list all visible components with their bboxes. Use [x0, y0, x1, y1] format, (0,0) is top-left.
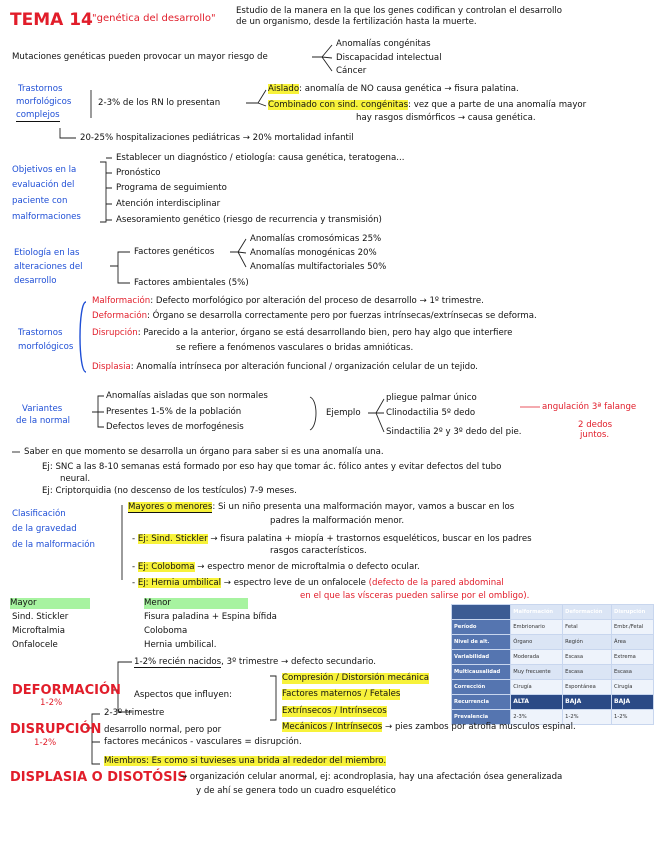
mm-row-mayor: Sind. Stickler — [12, 612, 69, 622]
def-item: Factores maternos / Fetales — [282, 689, 401, 699]
clas-e3-label: Ej: Hernia umbilical — [137, 578, 222, 588]
var-note: angulación 3ª falange — [542, 402, 637, 412]
clas-e1-text: fisura palatina + miopía + trastornos esqueléticos, buscar en los padres — [220, 534, 532, 544]
comparison-table — [451, 604, 654, 725]
var-item: Anomalías aisladas que son normales — [106, 391, 268, 401]
combinado-text-2: hay rasgos dismórficos → causa genética. — [356, 113, 536, 123]
table-cell: Órgano — [511, 635, 563, 650]
mm-row-mayor: Onfalocele — [12, 640, 58, 650]
clas-e2-text: espectro menor de microftalmia o defecto ocular. — [207, 562, 420, 572]
table-row — [452, 695, 654, 710]
table-row — [452, 680, 654, 695]
mut-item: Discapacidad intelectual — [336, 53, 442, 63]
tm-text: : Parecido a la anterior, órgano se está desarrollando bien, pero hay algo que interfiere — [137, 328, 513, 338]
def-title: DEFORMACIÓN — [12, 683, 121, 698]
table-cell: 1-2% — [612, 710, 654, 725]
tmc-pct: 2-3% de los RN lo presentan — [98, 98, 221, 108]
obj-label: malformaciones — [12, 212, 81, 222]
var-label: de la normal — [16, 416, 70, 426]
hosp-text: 20-25% hospitalizaciones pediátricas → 20% mortalidad infantil — [80, 133, 354, 143]
page-subtitle: "genética del desarrollo" — [92, 13, 216, 24]
table-cell: Muy frecuente — [511, 665, 563, 680]
clas-label: Clasificación — [12, 509, 66, 519]
dis-title: DISRUPCIÓN — [10, 722, 102, 737]
page-title: TEMA 14 — [10, 10, 93, 30]
saber-ej1: Ej: SNC a las 8-10 semanas está formado por eso hay que tomar ác. fólico antes y evitar defectos del tubo — [42, 462, 502, 472]
clas-e3-red: (defecto de la pared abdominal — [368, 578, 504, 588]
obj-item: Atención interdisciplinar — [116, 199, 221, 209]
table-cell: ALTA — [511, 695, 563, 710]
var-item: Presentes 1-5% de la población — [106, 407, 242, 417]
intro-line-2: de un organismo, desde la fertilización hasta la muerte. — [236, 17, 477, 27]
def-pct: 1-2% — [40, 698, 63, 708]
clas-e3-text: espectro leve de un onfalocele — [233, 578, 366, 588]
mm-menor: Menor — [144, 598, 248, 609]
clas-e3-red-2: en el que las vísceras pueden salirse por el ombligo). — [300, 591, 530, 601]
intro-line-1: Estudio de la manera en la que los genes codifican y controlan el desarrollo — [236, 6, 562, 16]
obj-item: Establecer un diagnóstico / etiología: causa genética, teratogena... — [116, 153, 405, 163]
table-row — [452, 620, 654, 635]
etio-label: desarrollo — [14, 276, 57, 286]
etio-amb: Factores ambientales (5%) — [134, 278, 249, 288]
tmc-label: Trastornos — [18, 84, 63, 94]
table-cell: Nivel de alt. — [452, 635, 511, 650]
tm-term: Disrupción — [92, 328, 138, 338]
displ-title: DISPLASIA O DISOTÓSIS — [10, 770, 187, 785]
var-note: juntos. — [580, 430, 610, 440]
displ-text-2: y de ahí se genera todo un cuadro esquelético — [196, 786, 396, 796]
table-cell: Cirugía — [511, 680, 563, 695]
var-ex: Sindactilia 2º y 3º dedo del pie. — [386, 427, 522, 437]
obj-label: paciente con — [12, 196, 68, 206]
table-header-row — [452, 605, 654, 620]
table-row — [452, 635, 654, 650]
etio-gen-item: Anomalías multifactoriales 50% — [250, 262, 387, 272]
tm-text: : Órgano se desarrolla correctamente pero por fuerzas intrínsecas/extrínsecas se deforma. — [147, 311, 537, 321]
def-a1b: , 3º trimestre → defecto secundario. — [221, 657, 376, 667]
mm-row-menor: Coloboma — [144, 626, 188, 636]
etio-label: Etiología en las — [14, 248, 80, 258]
etio-label: alteraciones del — [14, 262, 83, 272]
aislado-text: : anomalía de NO causa genética → fisura palatina. — [299, 84, 519, 94]
mut-item: Cáncer — [336, 66, 367, 76]
table-cell: Región — [563, 635, 612, 650]
table-cell: Malformación — [511, 605, 563, 620]
def-item: Extrínsecos / Intrínsecos — [282, 706, 387, 716]
table-cell: Espontánea — [563, 680, 612, 695]
table-cell: Período — [452, 620, 511, 635]
table-cell: Multicausalidad — [452, 665, 511, 680]
saber-line: Saber en que momento se desarrolla un órgano para saber si es una anomalía una. — [24, 447, 384, 457]
clas-head: Mayores o menores — [128, 502, 213, 512]
dis-mem-text: : Es como si tuvieses una brida al rededor del miembro. — [146, 756, 387, 766]
clas-head-text: : Si un niño presenta una malformación mayor, vamos a buscar en los — [212, 502, 515, 512]
table-cell: Escasa — [563, 665, 612, 680]
table-cell: Disrupción — [612, 605, 654, 620]
table-cell: Escasa — [612, 665, 654, 680]
var-ex: Clinodactilia 5º dedo — [386, 408, 476, 418]
var-ejemplo: Ejemplo — [326, 408, 361, 418]
table-cell — [452, 605, 511, 620]
table-cell: Deformación — [563, 605, 612, 620]
dis-t1: 2-3º trimestre — [104, 708, 165, 718]
table-cell: Variabilidad — [452, 650, 511, 665]
mm-mayor: Mayor — [10, 598, 90, 609]
tm-term: Malformación — [92, 296, 151, 306]
mutaciones-text: Mutaciones genéticas pueden provocar un mayor riesgo de — [12, 52, 268, 62]
var-item: Defectos leves de morfogénesis — [106, 422, 244, 432]
clas-label: de la gravedad — [12, 524, 77, 534]
table-cell: Embr./Fetal — [612, 620, 654, 635]
table-cell: 2-3% — [511, 710, 563, 725]
etio-gen: Factores genéticos — [134, 247, 215, 257]
tm-label: morfológicos — [18, 342, 74, 352]
var-note: 2 dedos — [578, 420, 613, 430]
obj-item: Pronóstico — [116, 168, 161, 178]
tmc-label: complejos — [16, 110, 60, 120]
table-cell: Área — [612, 635, 654, 650]
tm-term: Displasia — [92, 362, 131, 372]
table-cell: Moderada — [511, 650, 563, 665]
table-row — [452, 650, 654, 665]
aislado-label: Aislado — [268, 84, 300, 94]
tm-term: Deformación — [92, 311, 148, 321]
mm-row-mayor: Microftalmia — [12, 626, 66, 636]
tm-label: Trastornos — [18, 328, 63, 338]
var-ex: pliegue palmar único — [386, 393, 477, 403]
mm-row-menor: Hernia umbilical. — [144, 640, 217, 650]
table-cell: 1-2% — [563, 710, 612, 725]
def-a1: 1-2% recién nacidos — [134, 657, 222, 667]
mut-item: Anomalías congénitas — [336, 39, 431, 49]
dis-mem: Miembros — [104, 756, 146, 766]
dis-mec-text: pies zambos por atrofia musculos espinal. — [394, 722, 576, 732]
saber-ej2: Ej: Criptorquidia (no descenso de los testículos) 7-9 meses. — [42, 486, 297, 496]
obj-label: Objetivos en la — [12, 165, 77, 175]
mm-row-menor: Fisura paladina + Espina bífida — [144, 612, 277, 622]
tm-text: : Defecto morfológico por alteración del proceso de desarrollo → 1º trimestre. — [150, 296, 484, 306]
dis-mec: Mecánicos / Intrínsecos — [282, 722, 383, 732]
table-cell: Embrionario — [511, 620, 563, 635]
clas-label: de la malformación — [12, 540, 96, 550]
table-cell: BAJA — [612, 695, 654, 710]
clas-e1-label: Ej: Sind. Stickler — [137, 534, 208, 544]
table-row — [452, 665, 654, 680]
saber-ej1b: neural. — [60, 474, 91, 484]
tm-text: : Anomalía intrínseca por alteración funcional / organización celular de un tejido. — [130, 362, 478, 372]
dis-t2: desarrollo normal, pero por — [104, 725, 222, 735]
def-a2: Aspectos que influyen: — [134, 690, 232, 700]
combinado-label: Combinado con sind. congénitas — [268, 100, 409, 110]
clas-e1-text-2: rasgos característicos. — [270, 546, 367, 556]
table-cell: Fetal — [563, 620, 612, 635]
table-cell: Prevalencia — [452, 710, 511, 725]
def-item: Compresión / Distorsión mecánica — [282, 673, 430, 683]
table-cell: Extrema — [612, 650, 654, 665]
dis-pct: 1-2% — [34, 738, 57, 748]
clas-head-text-2: padres la malformación menor. — [270, 516, 405, 526]
obj-item: Programa de seguimiento — [116, 183, 227, 193]
clas-e2-label: Ej: Coloboma — [137, 562, 195, 572]
table-cell: BAJA — [563, 695, 612, 710]
obj-item: Asesoramiento genético (riesgo de recurrencia y transmisión) — [116, 215, 382, 225]
table-cell: Recurrencia — [452, 695, 511, 710]
table-cell: Escasa — [563, 650, 612, 665]
dis-t3: factores mecánicos - vasculares = disrupción. — [104, 737, 302, 747]
etio-gen-item: Anomalías cromosómicas 25% — [250, 234, 382, 244]
etio-gen-item: Anomalías monogénicas 20% — [250, 248, 377, 258]
tmc-label: morfológicos — [16, 97, 72, 107]
combinado-text: : vez que a parte de una anomalía mayor — [408, 100, 587, 110]
obj-label: evaluación del — [12, 180, 75, 190]
table-cell: Cirugía — [612, 680, 654, 695]
table-cell: Corrección — [452, 680, 511, 695]
var-label: Variantes — [22, 404, 63, 414]
tm-text: se refiere a fenómenos vasculares o bridas amnióticas. — [176, 343, 414, 353]
displ-text: → organización celular anormal, ej: acondroplasia, hay una afectación ósea generalizada — [180, 772, 563, 782]
